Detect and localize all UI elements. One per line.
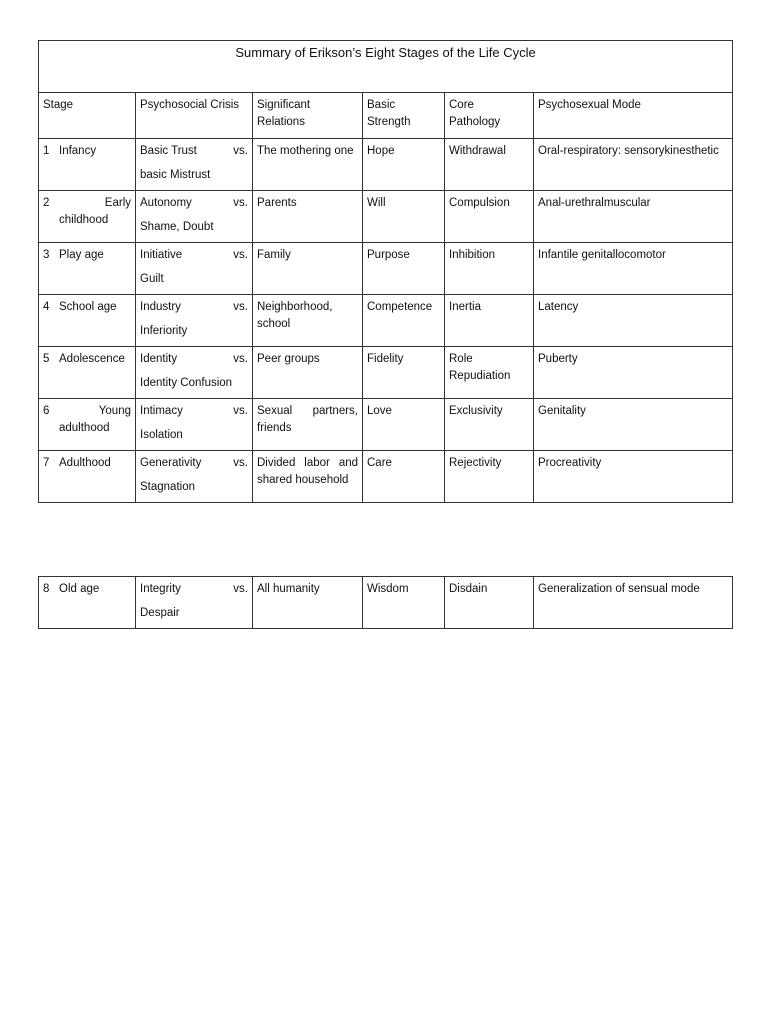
crisis-cell: Intimacy vs. Isolation	[136, 399, 253, 451]
stage-cell: 3 Play age	[39, 243, 136, 295]
relations-cell: The mothering one	[253, 139, 363, 191]
pathology-cell: Disdain	[445, 577, 534, 629]
crisis-cell: Industry vs. Inferiority	[136, 295, 253, 347]
relations-cell: Peer groups	[253, 347, 363, 399]
strength-cell: Fidelity	[363, 347, 445, 399]
strength-cell: Care	[363, 451, 445, 503]
table-title: Summary of Erikson’s Eight Stages of the Life Cycle	[39, 41, 733, 93]
crisis-cell: Basic Trust vs. basic Mistrust	[136, 139, 253, 191]
pathology-cell: Inertia	[445, 295, 534, 347]
mode-cell: Infantile genitallocomotor	[534, 243, 733, 295]
strength-cell: Wisdom	[363, 577, 445, 629]
header-mode: Psychosexual Mode	[534, 93, 733, 139]
table-row	[39, 191, 733, 243]
strength-cell: Will	[363, 191, 445, 243]
crisis-cell: Identity vs. Identity Confusion	[136, 347, 253, 399]
stage-cell: 6 Young adulthood	[39, 399, 136, 451]
header-stage: Stage	[39, 93, 136, 139]
mode-cell: Puberty	[534, 347, 733, 399]
crisis-cell: Autonomy vs. Shame, Doubt	[136, 191, 253, 243]
strength-cell: Love	[363, 399, 445, 451]
pathology-cell: Inhibition	[445, 243, 534, 295]
pathology-cell: Withdrawal	[445, 139, 534, 191]
relations-cell: Parents	[253, 191, 363, 243]
mode-cell: Generalization of sensual mode	[534, 577, 733, 629]
table-row	[39, 139, 733, 191]
header-pathology: Core Pathology	[445, 93, 534, 139]
header-crisis: Psychosocial Crisis	[136, 93, 253, 139]
crisis-cell: Generativity vs. Stagnation	[136, 451, 253, 503]
stage-cell: 4 School age	[39, 295, 136, 347]
table-row	[39, 399, 733, 451]
header-relations: Significant Relations	[253, 93, 363, 139]
mode-cell: Genitality	[534, 399, 733, 451]
stage-cell: 1 Infancy	[39, 139, 136, 191]
strength-cell: Competence	[363, 295, 445, 347]
erikson-stages-table-continued	[38, 576, 733, 629]
stage-cell: 8 Old age	[39, 577, 136, 629]
table-row	[39, 295, 733, 347]
table-row	[39, 451, 733, 503]
table-row	[39, 347, 733, 399]
stage-cell: 5 Adolescence	[39, 347, 136, 399]
relations-cell: Neighborhood, school	[253, 295, 363, 347]
mode-cell: Procreativity	[534, 451, 733, 503]
strength-cell: Purpose	[363, 243, 445, 295]
relations-cell: Sexual partners, friends	[253, 399, 363, 451]
crisis-cell: Initiative vs. Guilt	[136, 243, 253, 295]
relations-cell: Family	[253, 243, 363, 295]
stage-cell: 2 Early childhood	[39, 191, 136, 243]
header-strength: Basic Strength	[363, 93, 445, 139]
relations-cell: All humanity	[253, 577, 363, 629]
mode-cell: Oral-respiratory: sensorykinesthetic	[534, 139, 733, 191]
strength-cell: Hope	[363, 139, 445, 191]
crisis-cell: Integrity vs. Despair	[136, 577, 253, 629]
relations-cell: Divided labor and shared household	[253, 451, 363, 503]
table-row	[39, 577, 733, 629]
pathology-cell: Role Repudiation	[445, 347, 534, 399]
erikson-stages-table	[38, 40, 733, 503]
pathology-cell: Compulsion	[445, 191, 534, 243]
table-row	[39, 243, 733, 295]
mode-cell: Latency	[534, 295, 733, 347]
pathology-cell: Rejectivity	[445, 451, 534, 503]
pathology-cell: Exclusivity	[445, 399, 534, 451]
header-row	[39, 93, 733, 139]
mode-cell: Anal-urethralmuscular	[534, 191, 733, 243]
stage-cell: 7 Adulthood	[39, 451, 136, 503]
